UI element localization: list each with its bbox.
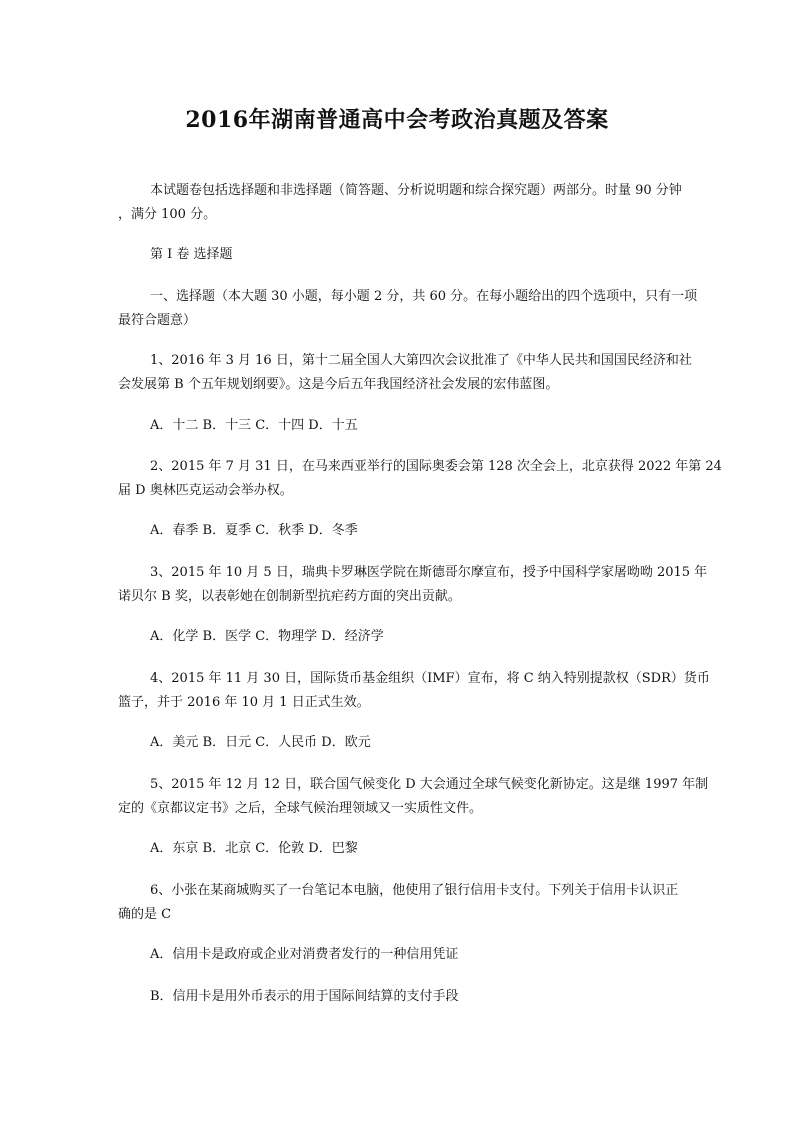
question-3-line-1: 3、2015 年 10 月 5 日，瑞典卡罗琳医学院在斯德哥尔摩宣布，授予中国科学家屠呦呦 2015 年	[150, 565, 708, 580]
question-3-line-2: 诺贝尔 B 奖，以表彰她在创制新型抗疟药方面的突出贡献。	[118, 589, 461, 604]
question-6-line-2: 确的是 C	[118, 907, 172, 922]
question-1-line-2: 会发展第 B 个五年规划纲要》。这是今后五年我国经济社会发展的宏伟蓝图。	[118, 377, 559, 392]
question-2-options: A．春季 B．夏季 C．秋季 D．冬季	[150, 523, 358, 538]
question-3-options: A．化学 B．医学 C．物理学 D．经济学	[150, 629, 384, 644]
question-6-option-a: A．信用卡是政府或企业对消费者发行的一种信用凭证	[150, 947, 459, 962]
intro-line-1: 本试题卷包括选择题和非选择题（简答题、分析说明题和综合探究题）两部分。时量 90 分钟	[150, 183, 682, 198]
question-4-options: A．美元 B．日元 C．人民币 D．欧元	[150, 735, 371, 750]
part-heading-line-1: 一、选择题（本大题 30 小题，每小题 2 分，共 60 分。在每小题给出的四个选项中，只有一项	[150, 289, 698, 304]
question-5-options: A．东京 B．北京 C．伦敦 D．巴黎	[150, 841, 358, 856]
question-2-line-1: 2、2015 年 7 月 31 日，在马来西亚举行的国际奥委会第 128 次全会上，北京获得 2022 年第 24	[150, 459, 722, 474]
section-title: 第 I 卷 选择题	[150, 247, 233, 262]
question-5-line-2: 定的《京都议定书》之后，全球气候治理领域又一实质性文件。	[118, 801, 483, 816]
question-4-line-2: 篮子，并于 2016 年 10 月 1 日正式生效。	[118, 695, 370, 710]
question-4-line-1: 4、2015 年 11 月 30 日，国际货币基金组织（IMF）宣布，将 C 纳入特别提款权（SDR）货币	[150, 671, 710, 686]
intro-line-2: ，满分 100 分。	[118, 207, 217, 222]
part-heading-line-2: 最符合题意）	[118, 313, 197, 328]
question-1-line-1: 1、2016 年 3 月 16 日，第十二届全国人大第四次会议批准了《中华人民共和国国民经济和社	[150, 353, 692, 368]
document-title: 2016年湖南普通高中会考政治真题及答案	[185, 107, 609, 133]
question-5-line-1: 5、2015 年 12 月 12 日，联合国气候变化 D 大会通过全球气候变化新协定。这是继 1997 年制	[150, 777, 709, 792]
question-6-line-1: 6、小张在某商城购买了一台笔记本电脑，他使用了银行信用卡支付。下列关于信用卡认识正	[150, 883, 679, 898]
question-2-line-2: 届 D 奥林匹克运动会举办权。	[118, 483, 293, 498]
question-1-options: A．十二 B．十三 C．十四 D．十五	[150, 418, 358, 433]
question-6-option-b: B．信用卡是用外币表示的用于国际间结算的支付手段	[150, 989, 459, 1004]
